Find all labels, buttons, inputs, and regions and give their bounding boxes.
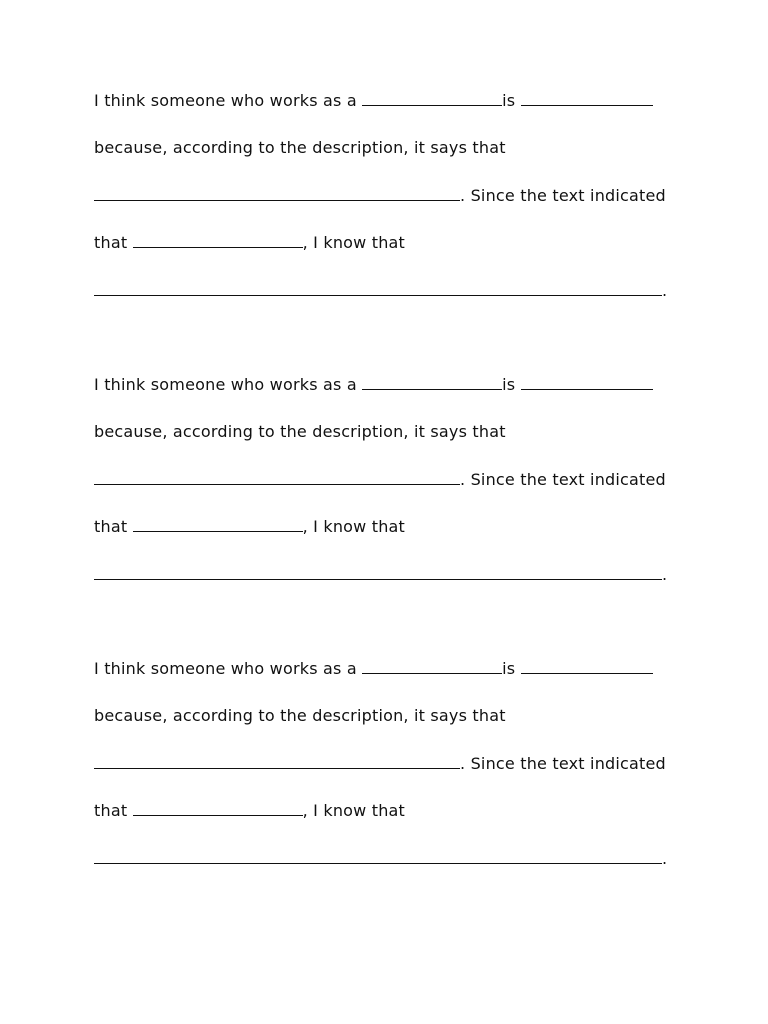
line-text: .	[662, 565, 668, 584]
job-blank	[362, 88, 502, 106]
line-text: is	[502, 659, 516, 678]
indication-blank	[133, 798, 303, 816]
frame-line-1	[94, 372, 653, 398]
line-text: that	[94, 801, 128, 820]
line-text: . Since the text indicated	[460, 754, 666, 773]
conclusion-blank	[94, 562, 662, 580]
line-text: . Since the text indicated	[460, 186, 666, 205]
line-text: I think someone who works as a	[94, 375, 357, 394]
frame-line-5	[94, 278, 667, 304]
line-text: I think someone who works as a	[94, 659, 357, 678]
evidence-blank	[94, 183, 460, 201]
frame-line-1	[94, 88, 653, 114]
evidence-blank	[94, 751, 460, 769]
line-text: , I know that	[302, 517, 406, 536]
frame-line-3	[94, 751, 666, 777]
line-text: I think someone who works as a	[94, 91, 357, 110]
frame-line-3	[94, 467, 666, 493]
description-blank	[521, 372, 653, 390]
frame-line-2	[94, 419, 506, 445]
frame-line-3	[94, 183, 666, 209]
line-text: , I know that	[302, 233, 406, 252]
line-text: is	[502, 375, 516, 394]
description-blank	[521, 656, 653, 674]
job-blank	[362, 656, 502, 674]
line-text: . Since the text indicated	[460, 470, 666, 489]
frame-line-4	[94, 514, 405, 540]
frame-line-2	[94, 135, 506, 161]
frame-line-5	[94, 562, 667, 588]
frame-line-2	[94, 703, 506, 729]
frame-line-1	[94, 656, 653, 682]
conclusion-blank	[94, 846, 662, 864]
evidence-blank	[94, 467, 460, 485]
frame-line-5	[94, 846, 667, 872]
line-text: because, according to the description, it says that	[94, 706, 506, 725]
indication-blank	[133, 230, 303, 248]
line-text: that	[94, 517, 128, 536]
line-text: is	[502, 91, 516, 110]
job-blank	[362, 372, 502, 390]
line-text: because, according to the description, it says that	[94, 422, 506, 441]
frame-line-4	[94, 230, 405, 256]
line-text: that	[94, 233, 128, 252]
line-text: .	[662, 849, 668, 868]
indication-blank	[133, 514, 303, 532]
description-blank	[521, 88, 653, 106]
frame-line-4	[94, 798, 405, 824]
line-text: , I know that	[302, 801, 406, 820]
line-text: because, according to the description, it says that	[94, 138, 506, 157]
conclusion-blank	[94, 278, 662, 296]
line-text: .	[662, 281, 668, 300]
